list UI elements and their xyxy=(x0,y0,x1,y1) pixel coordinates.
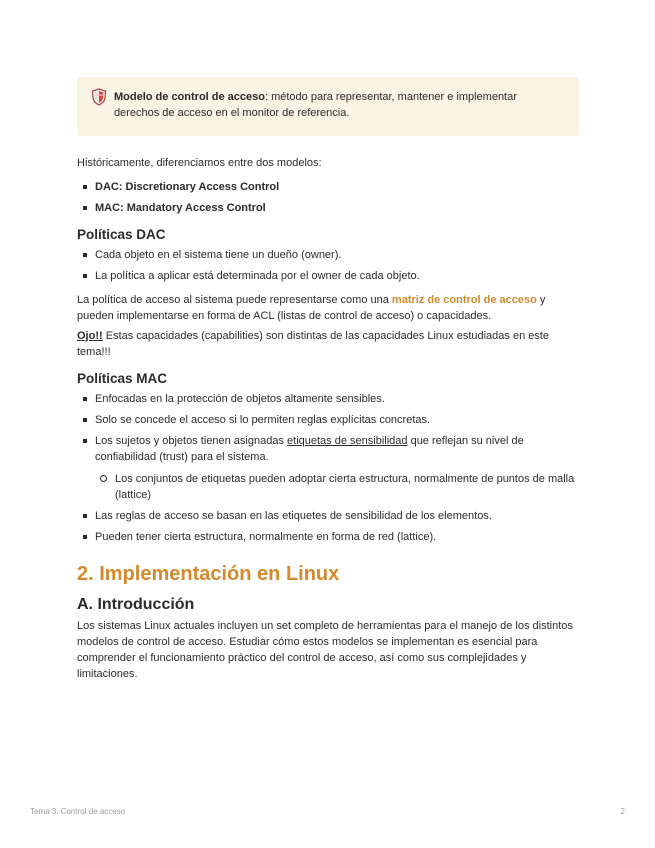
callout-term: Modelo de control de acceso xyxy=(114,91,265,103)
callout-definition: : método para representar, mantener e implementar derechos de acceso en el monitor de referencia. xyxy=(114,91,517,119)
access-matrix-highlight: matriz de control de acceso xyxy=(391,294,537,306)
dac-paragraph-end: y pueden implementarse en forma de ACL (listas de control de acceso) o capacidades. xyxy=(77,294,546,322)
ojo-paragraph xyxy=(77,328,579,360)
callout-text xyxy=(114,89,561,121)
list-item xyxy=(77,433,579,503)
list-item: Los conjuntos de etiquetas pueden adoptar cierta estructura, normalmente de puntos de malla (lattice) xyxy=(95,471,579,503)
sensitivity-labels-link[interactable]: etiquetas de sensibilidad xyxy=(287,435,408,447)
mac-item3-end: que reflejan su nivel de confiabilidad (trust) para el sistema. xyxy=(95,435,524,463)
models-list xyxy=(77,179,579,216)
footer-title: Tema 3: Control de acceso xyxy=(30,807,126,816)
shield-icon xyxy=(91,88,107,106)
list-item: La política a aplicar está determinada por el owner de cada objeto. xyxy=(77,268,579,284)
intro-paragraph: Históricamente, diferenciamos entre dos modelos: xyxy=(77,157,322,169)
mac-list xyxy=(77,391,579,545)
list-item: Las reglas de acceso se basan en las etiquetes de sensibilidad de los elementos. xyxy=(77,508,579,524)
dac-paragraph-start: La política de acceso al sistema puede representarse como una xyxy=(77,294,392,306)
section-title: 2. Implementación en Linux xyxy=(77,563,340,585)
list-item: MAC: Mandatory Access Control xyxy=(77,200,579,216)
mac-sublist xyxy=(95,471,579,503)
dac-list xyxy=(77,247,579,284)
mac-item3-start: Los sujetos y objetos tienen asignadas xyxy=(95,435,288,447)
list-item: DAC: Discretionary Access Control xyxy=(77,179,579,195)
intro-section-paragraph: Los sistemas Linux actuales incluyen un set completo de herramientas para el manejo de los distintos modelos de control de acceso. Estudiar cómo estos modelos se implementan es esencial para comprender el funcionamiento práctico del control de acceso, así como sus complejidades y limitaciones. xyxy=(77,620,573,680)
page-content xyxy=(77,77,579,682)
list-item: Solo se concede el acceso si lo permiten reglas explícitas concretas. xyxy=(77,412,579,428)
mac-heading: Políticas MAC xyxy=(77,371,168,386)
ojo-label: Ojo!! xyxy=(77,330,103,342)
dac-paragraph xyxy=(77,292,579,324)
page-number: 2 xyxy=(620,807,625,816)
list-item: Pueden tener cierta estructura, normalmente en forma de red (lattice). xyxy=(77,529,579,545)
dac-heading: Políticas DAC xyxy=(77,227,166,242)
callout-box xyxy=(77,77,579,136)
list-item: Enfocadas en la protección de objetos altamente sensibles. xyxy=(77,391,579,407)
list-item: Cada objeto en el sistema tiene un dueño (owner). xyxy=(77,247,579,263)
ojo-text: Estas capacidades (capabilities) son distintas de las capacidades Linux estudiadas en este tema!!! xyxy=(77,330,550,358)
subsection-title: A. Introducción xyxy=(77,596,195,613)
